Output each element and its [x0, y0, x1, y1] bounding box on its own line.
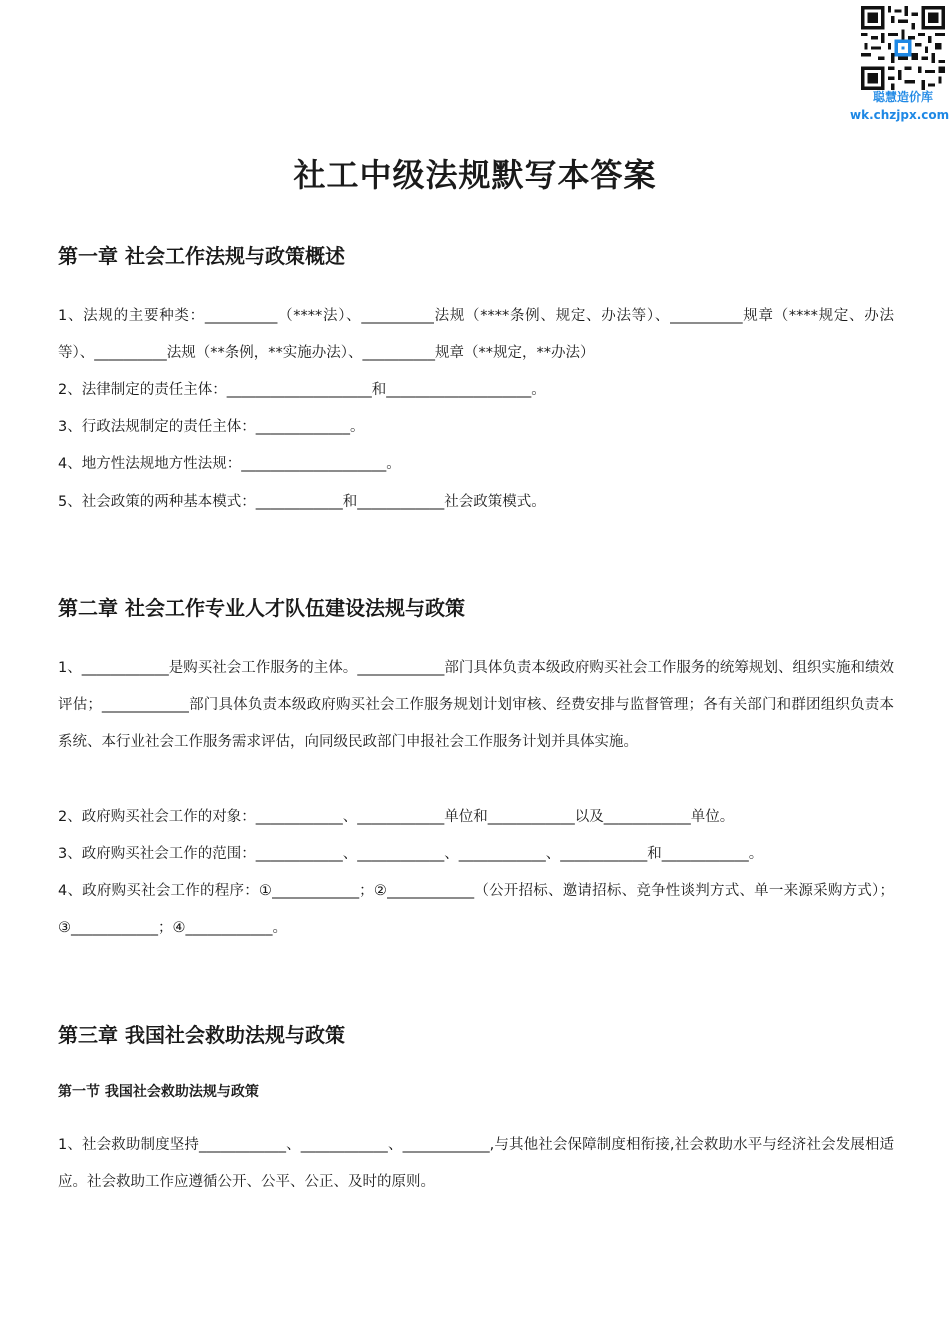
chapter-2-item-1: 1、____________是购买社会工作服务的主体。____________部门具体负责本级政府购买社会工作服务的统筹规划、组织实施和绩效评估；____________部门具体负责本级政府购买社会工作服务规划计划审核、经费安排与监督管理；各有关部门和群团组织负责本系统、本行业社会工作服务需求评估，向同级民政部门申报社会工作服务计划并具体实施。: [58, 660, 894, 750]
chapter-3-section-1-heading: 第一节 我国社会救助法规与政策: [58, 1084, 259, 1100]
chapter-2-heading: 第二章 社会工作专业人才队伍建设法规与政策: [58, 596, 465, 620]
chapter-1-item-4: 4、地方性法规地方性法规：____________________。: [58, 456, 401, 472]
chapter-2-item-3: 3、政府购买社会工作的范围：____________、____________、____________、____________和____________。: [58, 846, 764, 862]
chapter-1-item-1: 1、法规的主要种类：__________（****法）、__________法规（****条例、规定、办法等）、__________规章（****规定、办法等）、__________法规（**条例，**实施办法）、__________规章（**规定，**办法）: [58, 308, 894, 361]
chapter-2-item-2: 2、政府购买社会工作的对象：____________、____________单位和____________以及____________单位。: [58, 809, 735, 825]
qr-code-icon: [861, 6, 945, 90]
chapter-1-item-3: 3、行政法规制定的责任主体：_____________。: [58, 419, 365, 435]
chapter-1-heading: 第一章 社会工作法规与政策概述: [58, 244, 345, 268]
chapter-1-item-2: 2、法律制定的责任主体：____________________和____________________。: [58, 382, 546, 398]
brand-name: 聪慧造价库: [872, 90, 933, 104]
chapter-1-item-5: 5、社会政策的两种基本模式：____________和____________社会政策模式。: [58, 494, 546, 510]
chapter-3-heading: 第三章 我国社会救助法规与政策: [58, 1023, 345, 1047]
brand-url[interactable]: wk.chzjpx.com: [850, 108, 950, 122]
chapter-2-item-4: 4、政府购买社会工作的程序：①____________；②____________（公开招标、邀请招标、竞争性谈判方式、单一来源采购方式）；③____________；④____________。: [58, 883, 894, 936]
qr-code-block: [850, 6, 950, 124]
document-title: 社工中级法规默写本答案: [293, 156, 657, 194]
chapter-3-item-1: 1、社会救助制度坚持____________、____________、____________,与其他社会保障制度相衔接,社会救助水平与经济社会发展相适应。社会救助工作应遵循公开、公平、公正、及时的原则。: [58, 1137, 894, 1190]
